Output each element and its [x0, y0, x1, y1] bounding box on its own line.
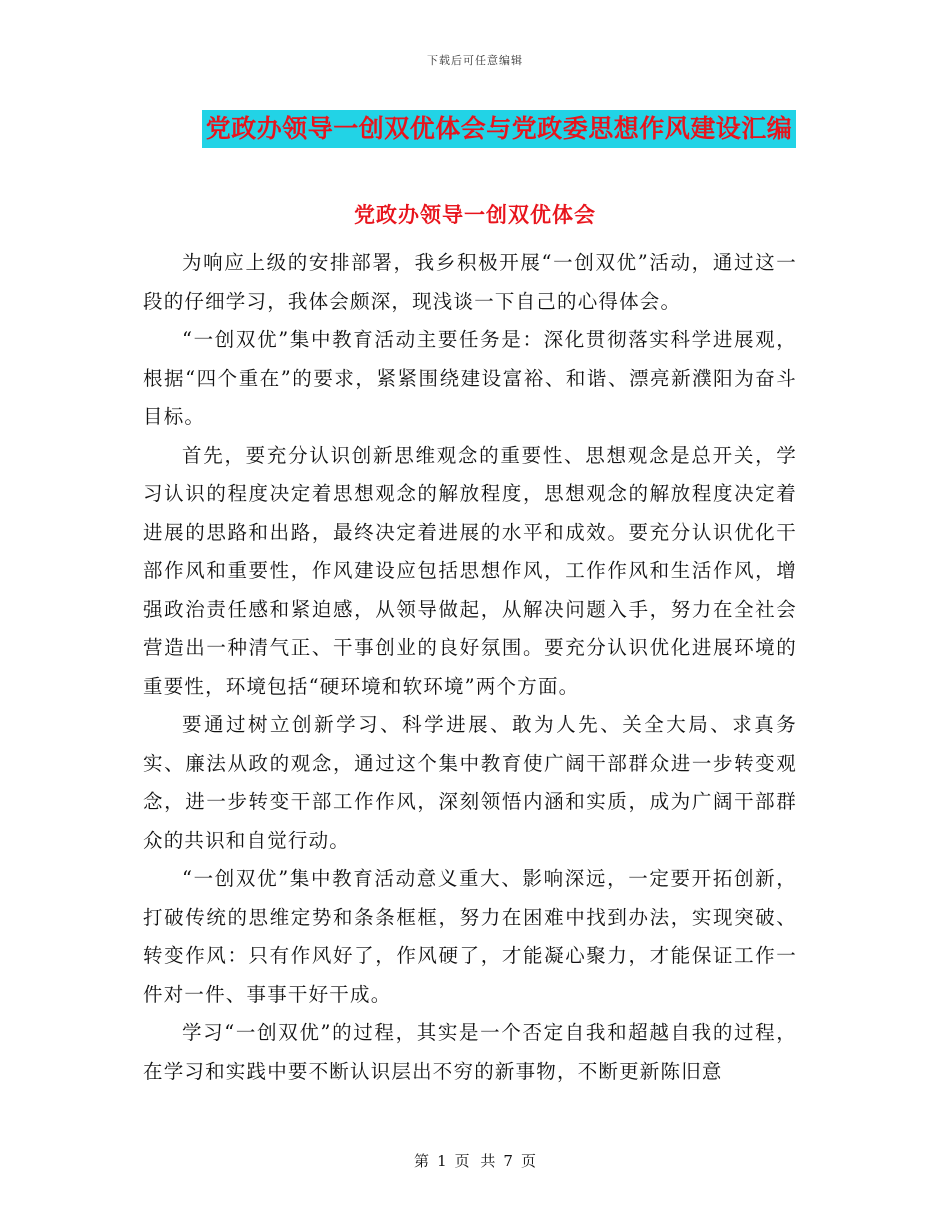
footer-page-total: 7	[503, 1152, 513, 1170]
header-note: 下载后可任意编辑	[427, 54, 523, 67]
document-body	[143, 244, 797, 1091]
paragraph-3: 首先，要充分认识创新思维观念的重要性、思想观念是总开关，学习认识的程度决定着思想观念的解放程度，思想观念的解放程度决定着进展的思路和出路，最终决定着进展的水平和成效。要充分认识优化干部作风和重要性，作风建设应包括思想作风，工作作风和生活作风，增强政治责任感和紧迫感，从领导做起，从解决问题入手，努力在全社会营造出一种清气正、干事创业的良好氛围。要充分认识优化进展环境的重要性，环境包括“硬环境和软环境”两个方面。	[143, 443, 797, 698]
paragraph-4: 要通过树立创新学习、科学进展、敢为人先、关全大局、求真务实、廉法从政的观念，通过这个集中教育使广阔干部群众进一步转变观念，进一步转变干部工作作风，深刻领悟内涵和实质，成为广阔干部群众的共识和自觉行动。	[143, 713, 797, 852]
footer-page-prefix: 第	[414, 1152, 430, 1170]
main-title-container	[0, 110, 950, 148]
section-title: 党政办领导一创双优体会	[354, 203, 596, 227]
paragraph-5: “一创双优”集中教育活动意义重大、影响深远，一定要开拓创新，打破传统的思维定势和条条框框，努力在困难中找到办法，实现突破、转变作风：只有作风好了，作风硬了，才能凝心聚力，才能保证工作一件对一件、事事干好干成。	[143, 867, 797, 1006]
paragraph-2: “一创双优”集中教育活动主要任务是：深化贯彻落实科学进展观，根据“四个重在”的要求，紧紧围绕建设富裕、和谐、漂亮新濮阳为奋斗目标。	[143, 328, 797, 428]
main-title: 党政办领导一创双优体会与党政委思想作风建设汇编	[202, 110, 797, 148]
paragraph-1: 为响应上级的安排部署，我乡积极开展“一创双优”活动，通过这一段的仔细学习，我体会颇深，现浅谈一下自己的心得体会。	[143, 251, 797, 313]
paragraph-6: 学习“一创双优”的过程，其实是一个否定自我和超越自我的过程，在学习和实践中要不断认识层出不穷的新事物，不断更新陈旧意	[143, 1021, 797, 1083]
footer-page-mid: 页 共	[454, 1152, 496, 1170]
footer-page-current: 1	[437, 1152, 447, 1170]
page-footer	[0, 1150, 950, 1171]
footer-page-suffix: 页	[520, 1152, 536, 1170]
